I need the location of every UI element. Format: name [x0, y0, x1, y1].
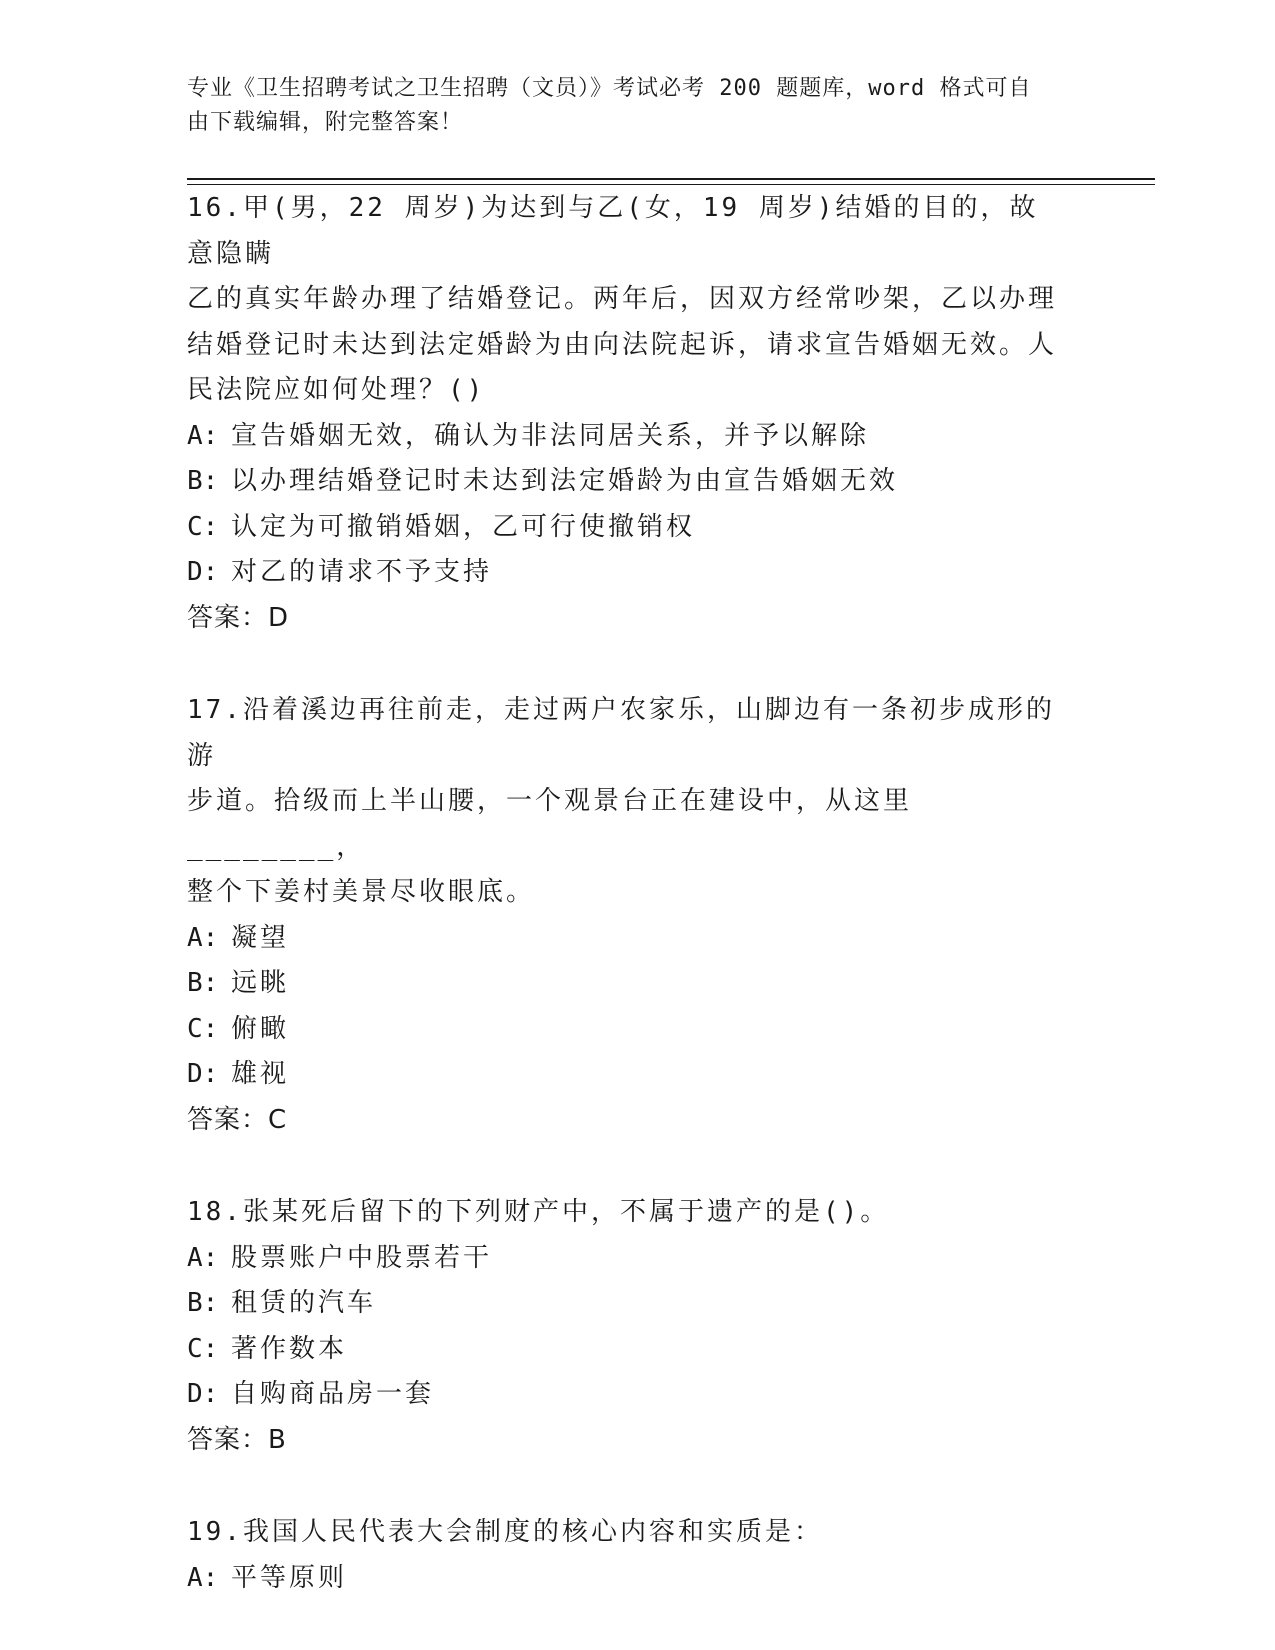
option-text: 租赁的汽车: [231, 1288, 377, 1318]
stem-line: 17.沿着溪边再往前走，走过两户农家乐，山脚边有一条初步成形的游: [187, 695, 1055, 771]
option-d: [187, 550, 1067, 596]
question-16: [187, 186, 1067, 641]
option-text: 股票账户中股票若干: [231, 1242, 493, 1273]
question-19: [187, 1510, 1067, 1601]
header-line-2: 由下载编辑，附完整答案！: [187, 110, 464, 135]
option-key: B:: [187, 466, 219, 496]
option-a: [187, 1556, 1067, 1602]
option-key: C:: [187, 511, 219, 542]
option-b: [187, 961, 1067, 1007]
option-key: A:: [187, 420, 219, 451]
header-divider-thin: [187, 184, 1155, 185]
option-key: D:: [187, 1379, 219, 1409]
option-text: 宣告婚姻无效，确认为非法同居关系，并予以解除: [231, 420, 870, 451]
question-stem: [187, 1510, 1067, 1556]
option-text: 雄视: [231, 1059, 290, 1089]
header-line-1: 专业《卫生招聘考试之卫生招聘（文员）》考试必考 200 题题库，word 格式可自: [187, 76, 1032, 101]
stem-line: 民法院应如何处理？(): [187, 375, 486, 405]
option-d: [187, 1372, 1067, 1418]
option-b: [187, 1281, 1067, 1327]
option-d: [187, 1052, 1067, 1098]
option-text: 远眺: [231, 968, 290, 998]
question-spacer: [187, 1463, 1067, 1510]
document-header: [187, 72, 1087, 140]
question-stem: [187, 186, 1067, 414]
option-key: A:: [187, 1562, 219, 1593]
option-key: A:: [187, 922, 219, 953]
stem-line: 整个下姜村美景尽收眼底。: [187, 877, 536, 907]
question-stem: [187, 688, 1067, 916]
answer-line: 答案：D: [187, 602, 290, 633]
option-c: [187, 1327, 1067, 1373]
option-text: 认定为可撤销婚姻，乙可行使撤销权: [231, 511, 696, 542]
option-text: 凝望: [231, 922, 290, 953]
stem-line: 16.甲(男，22 周岁)为达到与乙(女，19 周岁)结婚的目的，故意隐瞒: [187, 193, 1039, 269]
stem-line: 18.张某死后留下的下列财产中，不属于遗产的是()。: [187, 1197, 890, 1227]
stem-line: 步道。拾级而上半山腰，一个观景台正在建设中，从这里________，: [187, 786, 913, 862]
option-a: [187, 414, 1067, 460]
option-text: 以办理结婚登记时未达到法定婚龄为由宣告婚姻无效: [231, 466, 899, 496]
option-b: [187, 459, 1067, 505]
option-key: A:: [187, 1242, 219, 1273]
question-17: [187, 688, 1067, 1143]
option-text: 平等原则: [231, 1562, 348, 1593]
question-spacer: [187, 641, 1067, 688]
option-key: B:: [187, 968, 219, 998]
option-a: [187, 916, 1067, 962]
stem-line: 乙的真实年龄办理了结婚登记。两年后，因双方经常吵架，乙以办理: [187, 284, 1058, 314]
header-divider-thick: [187, 178, 1155, 180]
option-text: 对乙的请求不予支持: [231, 557, 493, 587]
answer-line: 答案：B: [187, 1424, 287, 1455]
option-key: C:: [187, 1013, 219, 1044]
stem-line: 结婚登记时未达到法定婚龄为由向法院起诉，请求宣告婚姻无效。人: [187, 329, 1058, 360]
answer-line: 答案：C: [187, 1104, 288, 1135]
question-18: [187, 1190, 1067, 1463]
question-list: [187, 186, 1067, 1601]
option-key: B:: [187, 1288, 219, 1318]
option-key: D:: [187, 1059, 219, 1089]
question-stem: [187, 1190, 1067, 1236]
question-spacer: [187, 1143, 1067, 1190]
option-text: 著作数本: [231, 1333, 348, 1364]
option-key: D:: [187, 557, 219, 587]
option-key: C:: [187, 1333, 219, 1364]
option-text: 俯瞰: [231, 1013, 290, 1044]
stem-line: 19.我国人民代表大会制度的核心内容和实质是：: [187, 1517, 823, 1547]
option-c: [187, 1007, 1067, 1053]
option-c: [187, 505, 1067, 551]
option-text: 自购商品房一套: [231, 1379, 435, 1409]
option-a: [187, 1236, 1067, 1282]
